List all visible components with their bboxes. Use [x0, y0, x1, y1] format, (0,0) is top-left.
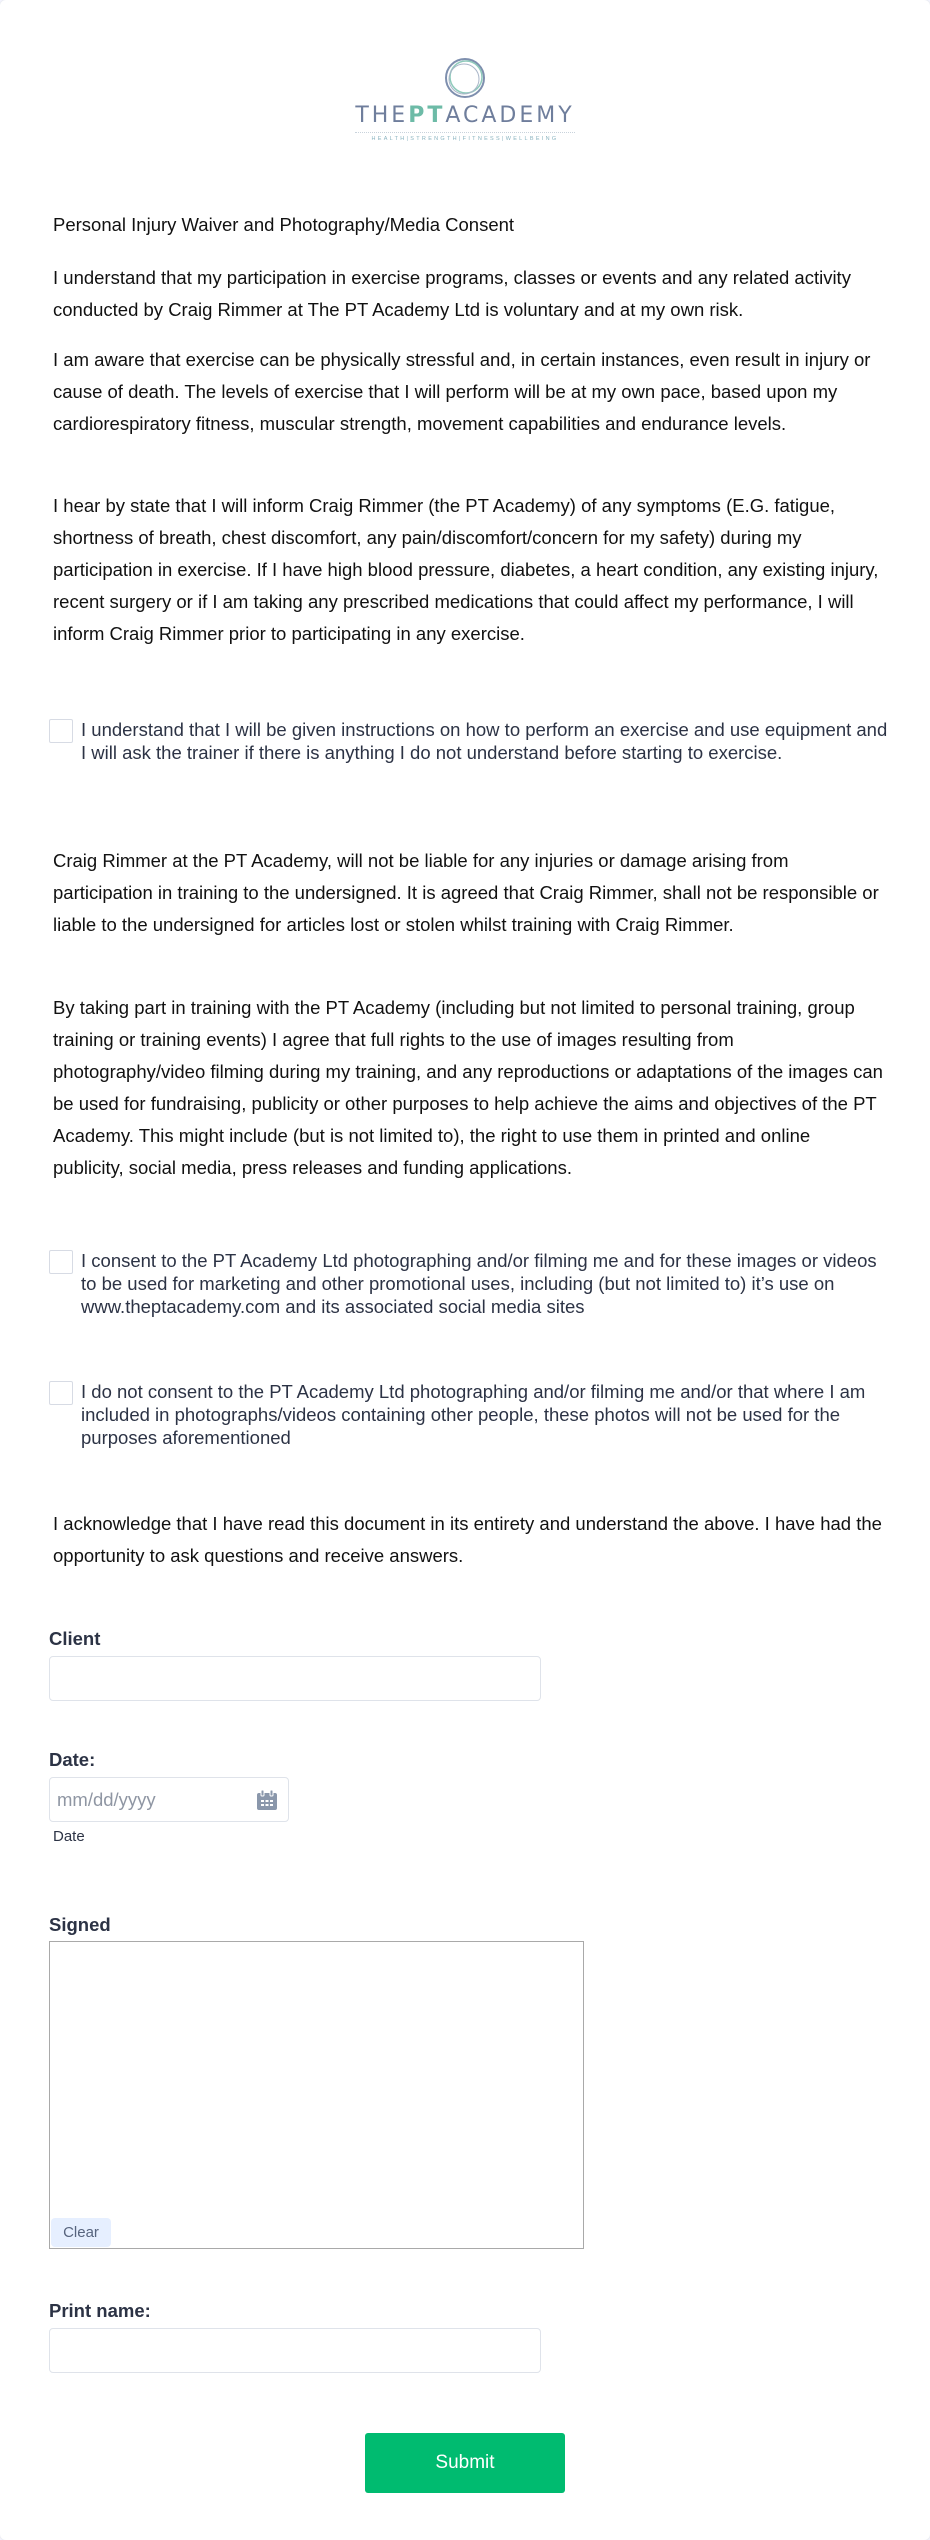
checkbox-label[interactable]: I understand that I will be given instructions on how to perform an exercise and use equipment and I will ask the trainer if there is anything I do not understand before starting to exercise.	[81, 719, 888, 763]
client-label: Client	[49, 1628, 101, 1649]
paragraph-symptoms: I hear by state that I will inform Craig Rimmer (the PT Academy) of any symptoms (E.G. fatigue, shortness of breath, chest discomfort, any pain/discomfort/concern for my safety) during my participation in exercise. If I have high blood pressure, diabetes, a heart condition, any existing injury, recent surgery or if I am taking any prescribed medications that could affect my performance, I will inform Craig Rimmer prior to participating in any exercise.	[53, 495, 879, 644]
calendar-icon[interactable]	[256, 1789, 278, 1811]
signature-label: Signed	[49, 1914, 111, 1935]
checkbox-label[interactable]: I consent to the PT Academy Ltd photographing and/or filming me and for these images or videos to be used for marketing and other promotional uses, including (but not limited to) it’s use on www.theptacademy.com and its associated social media sites	[81, 1250, 877, 1317]
paragraph-risk: I am aware that exercise can be physically stressful and, in certain instances, even result in injury or cause of death. The levels of exercise that I will perform will be at my own pace, based upon my cardiorespiratory fitness, muscular strength, movement capabilities and endurance levels.	[53, 349, 871, 434]
rings-logo-icon	[442, 55, 488, 101]
brand-tagline: HEALTH|STRENGTH|FITNESS|WELLBEING	[355, 132, 575, 142]
checkbox-consent[interactable]	[49, 1249, 889, 1318]
brand-name: THEPTACADEMY	[355, 103, 575, 128]
form-heading: Personal Injury Waiver and Photography/Media Consent	[53, 214, 515, 235]
checkbox-box[interactable]	[49, 1250, 73, 1274]
client-input[interactable]	[49, 1656, 541, 1701]
print-name-label: Print name:	[49, 2300, 151, 2321]
clear-signature-button[interactable]: Clear	[51, 2218, 111, 2247]
checkbox-instructions[interactable]	[49, 718, 889, 764]
paragraph-media: By taking part in training with the PT Academy (including but not limited to personal training, group training or training events) I agree that full rights to the use of images resulting from photography/video filming during my training, and any reproductions or adaptations of the images can be used for fundraising, publicity or other purposes to help achieve the aims and objectives of the PT Academy. This might include (but is not limited to), the right to use them in printed and online publicity, social media, press releases and funding applications.	[53, 997, 883, 1178]
submit-button[interactable]: Submit	[365, 2433, 565, 2493]
paragraph-acknowledge: I acknowledge that I have read this document in its entirety and understand the above. I have had the opportunity to ask questions and receive answers.	[53, 1513, 882, 1566]
checkbox-no-consent[interactable]	[49, 1380, 889, 1449]
checkbox-box[interactable]	[49, 1381, 73, 1405]
print-name-input[interactable]	[49, 2328, 541, 2373]
checkbox-box[interactable]	[49, 719, 73, 743]
date-label: Date:	[49, 1749, 96, 1770]
date-sublabel: Date	[53, 1828, 85, 1845]
brand-logo	[355, 55, 575, 155]
date-input[interactable]	[49, 1777, 289, 1822]
signature-pad[interactable]	[49, 1941, 584, 2249]
date-placeholder: mm/dd/yyyy	[57, 1788, 156, 1810]
paragraph-liability: Craig Rimmer at the PT Academy, will not be liable for any injuries or damage arising from participation in training to the undersigned. It is agreed that Craig Rimmer, shall not be responsible or liable to the undersigned for articles lost or stolen whilst training with Craig Rimmer.	[53, 850, 879, 935]
checkbox-label[interactable]: I do not consent to the PT Academy Ltd photographing and/or filming me and/or that where I am included in photographs/videos containing other people, these photos will not be used for the purposes aforementioned	[81, 1381, 866, 1448]
paragraph-participation: I understand that my participation in exercise programs, classes or events and any related activity conducted by Craig Rimmer at The PT Academy Ltd is voluntary and at my own risk.	[53, 267, 851, 320]
